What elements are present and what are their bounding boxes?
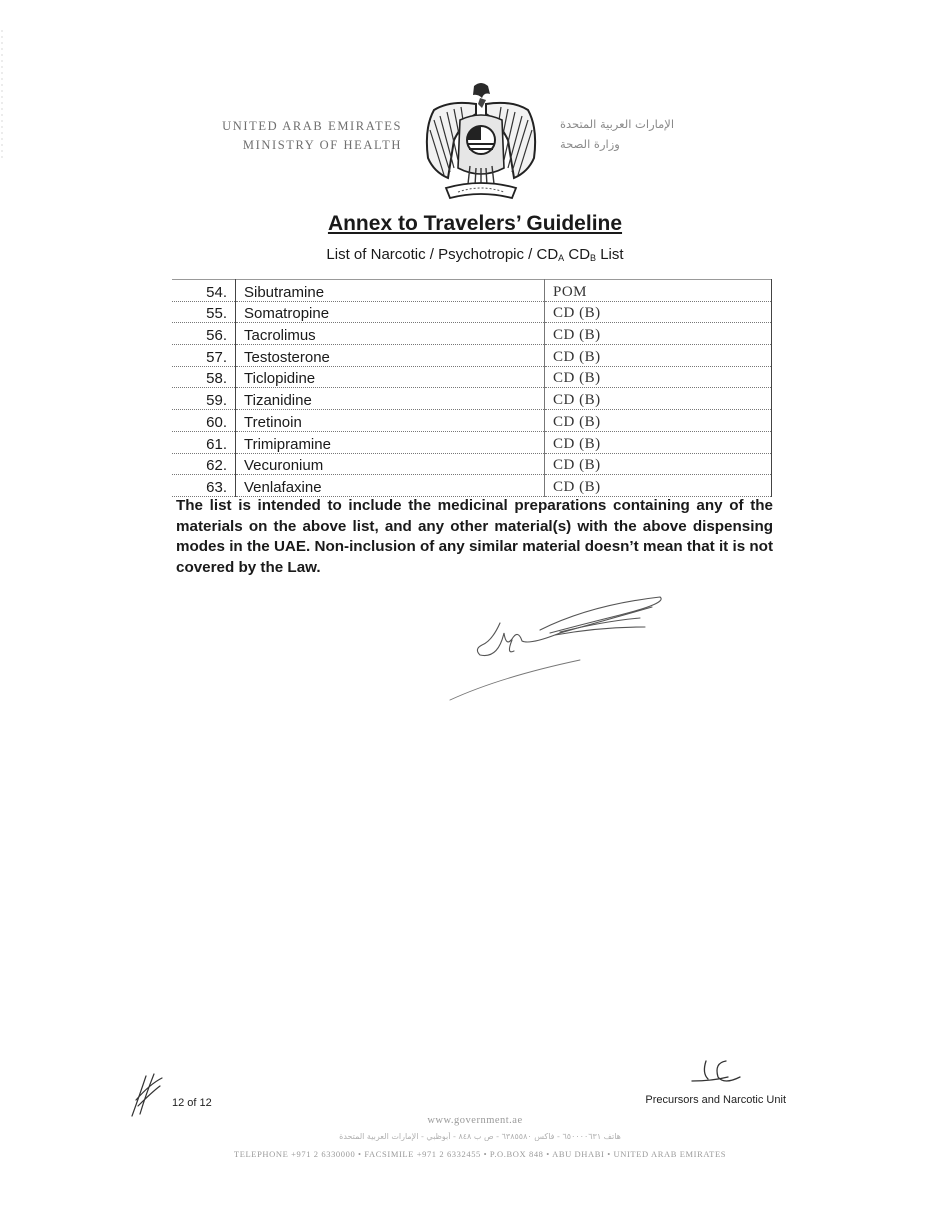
page-title: Annex to Travelers’ Guideline <box>327 212 623 235</box>
row-number: 58. <box>172 366 236 388</box>
address-arabic: هاتف ٦٥٠٠٠٠٦٣١ - فاكس ٦٣٨٥٥٨٠ - ص ب ٨٤٨ - أبوظبي - الإمارات العربية المتحدة <box>339 1132 621 1141</box>
table-row <box>172 431 772 453</box>
dispensing-mode: CD (B) <box>545 475 772 497</box>
drug-name: Tretinoin <box>236 410 545 432</box>
row-number: 56. <box>172 323 236 345</box>
row-number: 55. <box>172 301 236 323</box>
row-number: 62. <box>172 453 236 475</box>
signature-graphic <box>440 585 680 710</box>
dispensing-mode: CD (B) <box>545 431 772 453</box>
initials-left-graphic <box>128 1070 168 1118</box>
page-subtitle <box>0 246 950 263</box>
table-row <box>172 301 772 323</box>
row-number: 57. <box>172 345 236 367</box>
table-row <box>172 345 772 367</box>
drug-name: Venlafaxine <box>236 475 545 497</box>
subtitle-suffix: List <box>596 246 624 263</box>
page-number: 12 of 12 <box>172 1097 212 1109</box>
dispensing-mode: POM <box>545 280 772 302</box>
subtitle-sub-a: A <box>558 253 565 263</box>
table-row <box>172 410 772 432</box>
drug-name: Sibutramine <box>236 280 545 302</box>
row-number: 60. <box>172 410 236 432</box>
row-number: 59. <box>172 388 236 410</box>
drug-name: Ticlopidine <box>236 366 545 388</box>
disclaimer-note: The list is intended to include the medicinal preparations containing any of the materials on the above list, and any other material(s) with the above dispensing modes in the UAE. Non-inclusion of any similar material doesn’t mean that it is not covered by the Law. <box>176 497 773 576</box>
drug-name: Vecuronium <box>236 453 545 475</box>
address-english: TELEPHONE +971 2 6330000 • FACSIMILE +971 2 6332455 • P.O.BOX 848 • ABU DHABI • UNITED ARAB EMIRATES <box>233 1149 727 1159</box>
dispensing-mode: CD (B) <box>545 301 772 323</box>
issuing-unit: Precursors and Narcotic Unit <box>645 1094 786 1106</box>
org-name-en: UNITED ARAB EMIRATES <box>222 119 402 133</box>
subtitle-mid: CD <box>564 246 591 263</box>
uae-falcon-emblem-icon <box>420 80 542 204</box>
dispensing-mode: CD (B) <box>545 323 772 345</box>
letterhead-arabic <box>560 114 760 154</box>
dispensing-mode: CD (B) <box>545 366 772 388</box>
table-row <box>172 323 772 345</box>
row-number: 54. <box>172 280 236 302</box>
dispensing-mode: CD (B) <box>545 388 772 410</box>
scan-edge-marks <box>0 30 8 160</box>
org-name-ar: الإمارات العربية المتحدة <box>560 117 675 131</box>
drug-name: Tizanidine <box>236 388 545 410</box>
subtitle-prefix: List of Narcotic / Psychotropic / CD <box>326 246 559 263</box>
row-number: 63. <box>172 475 236 497</box>
table-row <box>172 280 772 302</box>
ministry-name-ar: وزارة الصحة <box>560 137 620 151</box>
table-row <box>172 388 772 410</box>
subtitle-sub-b: B <box>590 253 597 263</box>
website-link[interactable]: www.government.ae <box>427 1115 523 1126</box>
drug-name: Tacrolimus <box>236 323 545 345</box>
table-row <box>172 366 772 388</box>
dispensing-mode: CD (B) <box>545 345 772 367</box>
drug-name: Somatropine <box>236 301 545 323</box>
dispensing-mode: CD (B) <box>545 453 772 475</box>
drug-name: Testosterone <box>236 345 545 367</box>
drug-list-table <box>172 279 772 497</box>
row-number: 61. <box>172 431 236 453</box>
ministry-name-en: MINISTRY OF HEALTH <box>242 138 402 152</box>
initials-right-graphic <box>682 1055 744 1087</box>
drug-name: Trimipramine <box>236 431 545 453</box>
table-row <box>172 453 772 475</box>
table-row <box>172 475 772 497</box>
letterhead-english <box>150 117 402 155</box>
dispensing-mode: CD (B) <box>545 410 772 432</box>
